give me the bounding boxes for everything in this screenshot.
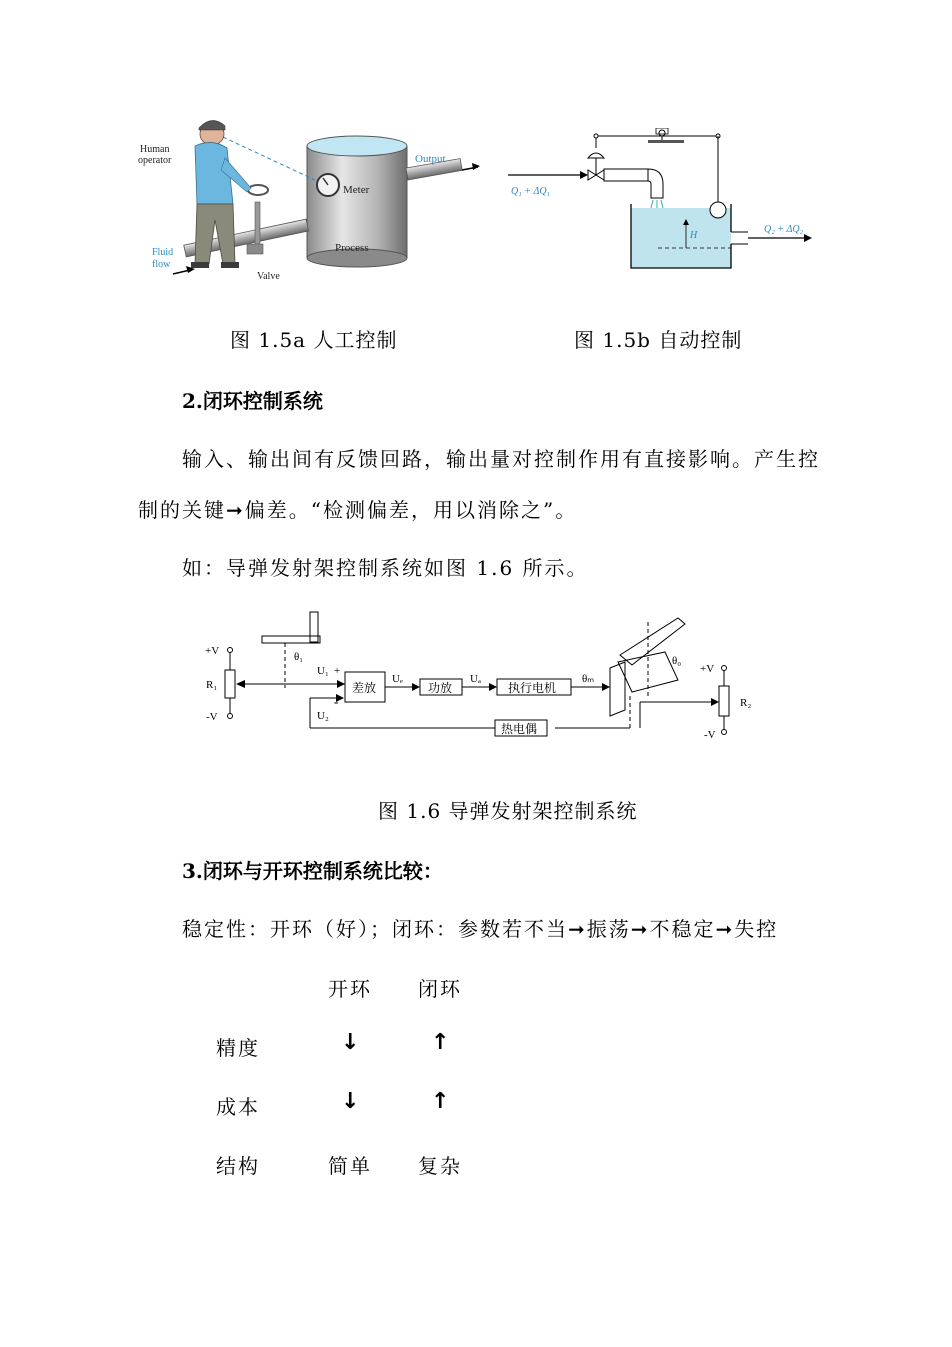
section-heading-comparison: 3.闭环与开环控制系统比较：	[182, 859, 443, 883]
label-vplus-right: +V	[700, 663, 715, 675]
table-cell-closed: 复杂	[418, 1154, 462, 1178]
arrow-up-icon: ↑	[431, 1030, 452, 1055]
block-diagram	[200, 610, 770, 745]
manual-control-illustration	[135, 112, 480, 287]
caption-fig-1-5a: 图 1.5a 人工控制	[230, 328, 398, 352]
label-vminus-left: -V	[206, 711, 218, 723]
label-ua: Uₐ	[470, 673, 481, 685]
label-q1: Q₁ + ΔQ₁	[511, 186, 551, 197]
label-ue: Uₑ	[392, 673, 403, 685]
table-row-label: 成本	[216, 1095, 260, 1119]
label-process: Process	[335, 242, 369, 254]
label-valve: Valve	[257, 271, 280, 282]
arrow-up-icon: ↑	[431, 1089, 452, 1114]
figure-1-5b	[508, 128, 828, 273]
label-meter: Meter	[343, 184, 370, 196]
table-header-open-loop: 开环	[328, 977, 372, 1001]
table-cell-open: 简单	[328, 1154, 372, 1178]
paragraph-line: 输入、输出间有反馈回路，输出量对控制作用有直接影响。产生控	[182, 447, 820, 471]
label-minus: -	[334, 694, 339, 709]
label-operator: operator	[138, 155, 172, 166]
automatic-control-illustration	[508, 128, 828, 273]
block-motor: 执行电机	[508, 681, 557, 695]
caption-fig-1-6: 图 1.6 导弹发射架控制系统	[378, 799, 638, 823]
label-flow: flow	[152, 259, 171, 270]
label-plus: +	[334, 665, 341, 677]
label-output: Output	[415, 153, 446, 165]
block-thermocouple: 热电偶	[501, 722, 538, 736]
label-u1: U₁	[317, 665, 329, 677]
label-human: Human	[140, 144, 170, 155]
label-h: H	[690, 230, 698, 241]
figure-1-5a	[135, 112, 480, 287]
block-diff-amp: 差放	[352, 681, 377, 695]
label-theta1: θ₁	[294, 651, 304, 663]
label-theta0: θ₀	[672, 655, 682, 667]
arrow-down-icon: ↓	[341, 1089, 362, 1114]
figure-1-6	[200, 610, 770, 745]
table-row-label: 结构	[216, 1154, 260, 1178]
arrow-down-icon: ↓	[341, 1030, 362, 1055]
block-power-amp: 功放	[428, 681, 453, 695]
label-r2: R₂	[740, 697, 752, 709]
table-row-label: 精度	[216, 1036, 260, 1060]
paragraph-example: 如：导弹发射架控制系统如图 1.6 所示。	[182, 556, 589, 580]
label-r1: R₁	[206, 679, 218, 691]
stability-line: 稳定性：开环（好）；闭环：参数若不当➞振荡➞不稳定➞失控	[182, 917, 779, 941]
table-header-closed-loop: 闭环	[418, 977, 462, 1001]
label-u2: U₂	[317, 710, 329, 722]
caption-fig-1-5b: 图 1.5b 自动控制	[574, 328, 743, 352]
paragraph-line: 制的关键➞偏差。“检测偏差，用以消除之”。	[138, 498, 578, 522]
section-heading-closed-loop: 2.闭环控制系统	[182, 389, 323, 413]
label-q2: Q₂ + ΔQ₂	[764, 224, 804, 235]
label-fluid: Fluid	[152, 247, 174, 258]
label-vplus-left: +V	[205, 645, 220, 657]
label-theta-m: θₘ	[582, 673, 595, 685]
label-vminus-right: -V	[704, 729, 716, 741]
